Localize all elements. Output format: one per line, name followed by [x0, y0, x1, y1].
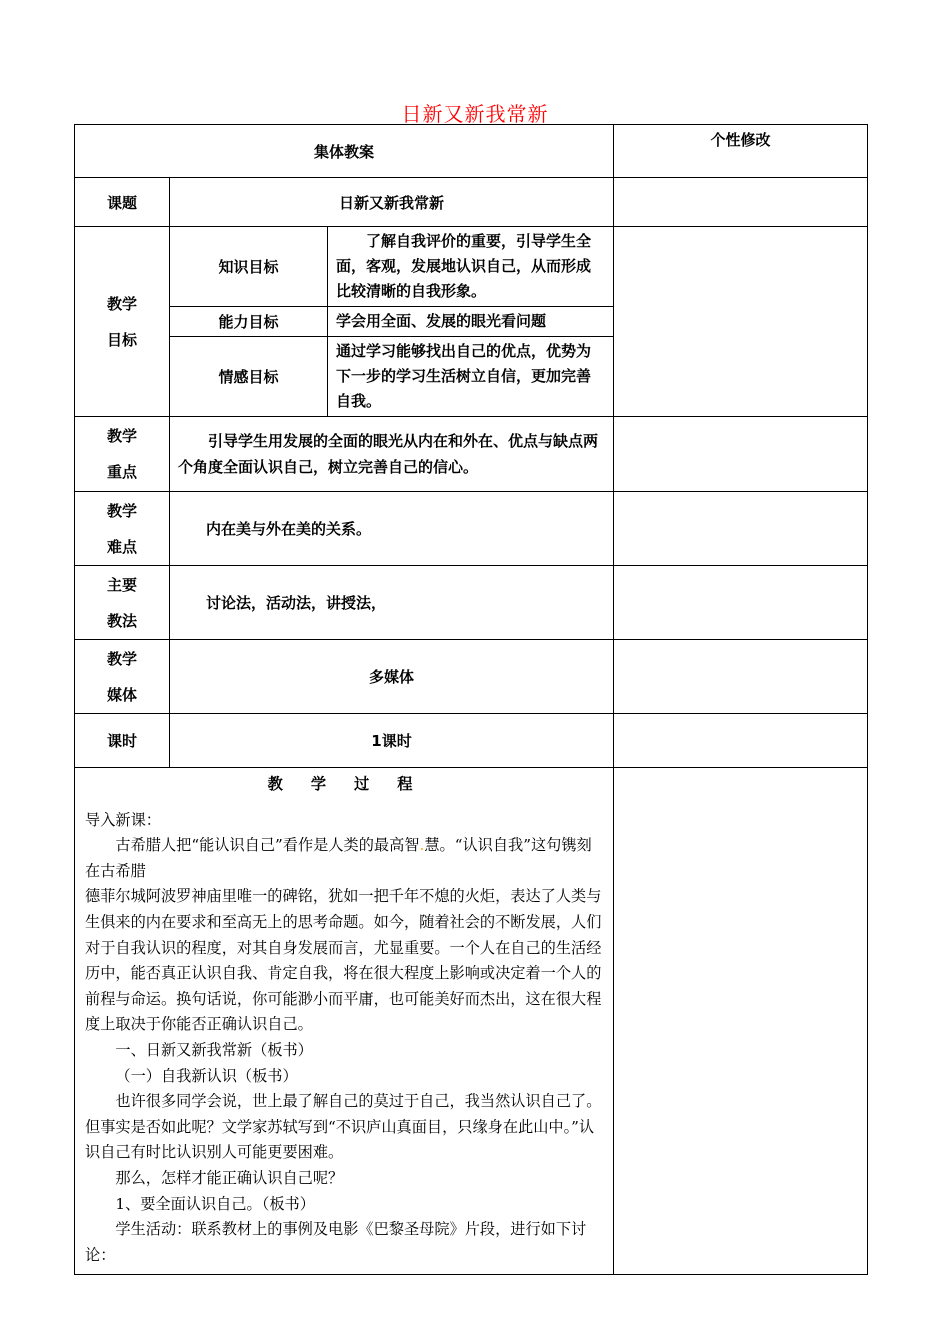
page-title: 日新又新我常新	[401, 102, 549, 126]
paragraph-5: 1、要全面认识自己。（板书）	[115, 1194, 315, 1213]
section-heading-2: （一）自我新认识（板书）	[115, 1066, 298, 1085]
media-edit-cell	[614, 640, 868, 714]
media-label-line2: 媒体	[106, 685, 137, 704]
emotion-goal-label: 情感目标	[170, 337, 328, 417]
intro-paragraph-1a: 古希腊人把“能认识自己”看作是人类的最高智	[115, 836, 420, 855]
ability-goal-text: 学会用全面、发展的眼光看问题	[328, 307, 614, 337]
methods-label-line1: 主要	[106, 575, 137, 594]
methods-edit-cell	[614, 566, 868, 640]
methods-text: 讨论法，活动法，讲授法，	[170, 566, 614, 640]
difficulty-label-line1: 教学	[106, 501, 137, 520]
personal-edit-header: 个性修改	[614, 125, 868, 178]
difficulty-label-line2: 难点	[106, 537, 137, 556]
methods-label-line2: 教法	[106, 611, 137, 630]
hours-value: 1课时	[170, 714, 614, 768]
methods-label	[75, 566, 170, 640]
lesson-plan-table	[74, 124, 868, 1275]
intro-label: 导入新课：	[85, 810, 161, 829]
intro-paragraph-1b: 慧。“认识自我”这句镌刻在古希腊	[85, 836, 592, 880]
media-label-line1: 教学	[106, 649, 137, 668]
focus-label-line2: 重点	[106, 463, 137, 481]
goals-label-line1: 教学	[106, 294, 137, 313]
paragraph-6: 学生活动：联系教材上的事例及电影《巴黎圣母院》片段，进行如下讨论：	[85, 1220, 587, 1264]
intro-paragraph-2: 德菲尔城阿波罗神庙里唯一的碑铭，犹如一把千年不熄的火炬，表达了人类与生俱来的内在要求和至高无上的思考命题。如今，随着社会的不断发展，人们对于自我认识的程度，对其自身发展而言，尤显重要。一个人在自己的生活经历中，能否真正认识自我、肯定自我，将在很大程度上影响或决定着一个人的前程与命运。换句话说，你可能渺小而平庸，也可能美好而杰出，这在很大程度上取决于你能否正确认识自己。	[85, 887, 602, 1034]
section-heading-1: 一、日新又新我常新（板书）	[115, 1040, 313, 1059]
collective-plan-header: 集体教案	[75, 125, 614, 178]
ability-goal-label: 能力目标	[170, 307, 328, 337]
focus-label-line1: 教学	[106, 427, 137, 445]
goals-label-line2: 目标	[106, 330, 137, 349]
knowledge-goal-label: 知识目标	[170, 227, 328, 307]
process-heading: 教学过程	[267, 775, 441, 793]
topic-label: 课题	[75, 178, 170, 227]
emotion-goal-text: 通过学习能够找出自己的优点，优势为下一步的学习生活树立自信，更加完善自我。	[328, 337, 614, 417]
difficulty-text: 内在美与外在美的关系。	[170, 492, 614, 566]
topic-edit-cell	[614, 178, 868, 227]
topic-value: 日新又新我常新	[170, 178, 614, 227]
focus-text: 引导学生用发展的全面的眼光从内在和外在、优点与缺点两个角度全面认识自己，树立完善自己的信心。	[170, 417, 614, 492]
intro-paragraph-1: 古希腊人把“能认识自己”看作是人类的最高智.慧。“认识自我”这句镌刻在古希腊	[85, 836, 592, 880]
paragraph-3: 也许很多同学会说，世上最了解自己的莫过于自己，我当然认识自己了。但事实是否如此呢？文学家苏轼写到“不识庐山真面目，只缘身在此山中。”认识自己有时比认识别人可能更要困难。	[85, 1092, 602, 1162]
difficulty-label	[75, 492, 170, 566]
media-text: 多媒体	[170, 640, 614, 714]
focus-edit-cell	[614, 417, 868, 492]
goals-edit-cell	[614, 227, 868, 417]
goals-label	[75, 227, 170, 417]
media-label	[75, 640, 170, 714]
hours-label: 课时	[75, 714, 170, 768]
teaching-process	[75, 768, 614, 1275]
knowledge-goal-text: 了解自我评价的重要，引导学生全面，客观，发展地认识自己，从而形成比较清晰的自我形象。	[328, 227, 614, 307]
process-edit-cell	[614, 768, 868, 1275]
paragraph-4: 那么，怎样才能正确认识自己呢？	[115, 1168, 344, 1187]
hours-edit-cell	[614, 714, 868, 768]
difficulty-edit-cell	[614, 492, 868, 566]
focus-label	[75, 417, 170, 492]
